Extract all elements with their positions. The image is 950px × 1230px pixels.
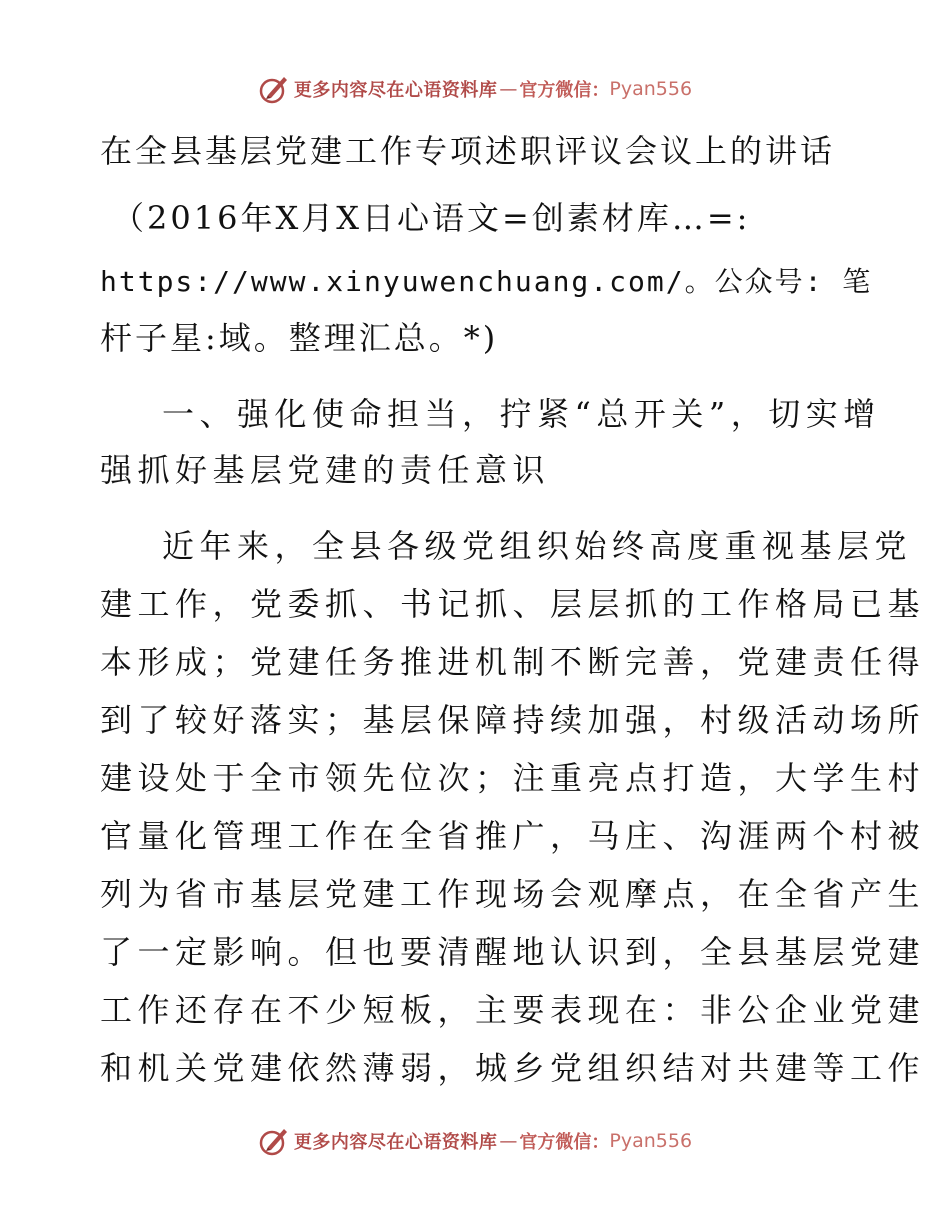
- body-line-7: 列为省市基层党建工作现场会观摩点，在全省产生: [100, 875, 926, 913]
- body-line-4: 到了较好落实；基层保障持续加强，村级活动场所: [100, 701, 926, 739]
- subtitle-line-3: 杆子星:域。整理汇总。*): [100, 319, 499, 357]
- body-line-10: 和机关党建依然薄弱，城乡党组织结对共建等工作: [100, 1049, 926, 1087]
- body-line-5: 建设处于全市领先位次；注重亮点打造，大学生村: [100, 759, 926, 797]
- watermark-text: 更多内容尽在心语资料库: [293, 1132, 498, 1153]
- watermark-id: Pyan556: [609, 1130, 693, 1152]
- watermark-dash: —: [499, 78, 518, 100]
- footer-watermark: [0, 1124, 950, 1158]
- body-line-2: 建工作，党委抓、书记抓、层层抓的工作格局已基: [100, 585, 926, 623]
- watermark-text: 更多内容尽在心语资料库: [293, 80, 498, 101]
- body-line-3: 本形成；党建任务推进机制不断完善，党建责任得: [100, 643, 926, 681]
- document-title: 在全县基层党建工作专项述职评议会议上的讲话: [100, 132, 836, 170]
- section-heading-line-1: 一、强化使命担当，拧紧“总开关”，切实增: [162, 395, 881, 433]
- watermark-official: 官方微信：: [519, 1132, 610, 1153]
- body-line-9: 工作还存在不少短板，主要表现在：非公企业党建: [100, 991, 926, 1029]
- quill-pen-logo-icon: [258, 73, 290, 105]
- watermark-id: Pyan556: [609, 78, 693, 100]
- header-watermark: [0, 72, 950, 106]
- subtitle-line-1: （2016年X月X日心语文=创素材库…=:: [112, 199, 751, 237]
- body-line-1: 近年来，全县各级党组织始终高度重视基层党: [162, 527, 913, 565]
- quill-pen-logo-icon: [258, 1125, 290, 1157]
- watermark-dash: —: [499, 1130, 518, 1152]
- subtitle-line-2: https://www.xinyuwenchuang.com/。公众号: 笔: [100, 265, 873, 298]
- body-line-8: 了一定影响。但也要清醒地认识到，全县基层党建: [100, 933, 926, 971]
- body-line-6: 官量化管理工作在全省推广，马庄、沟涯两个村被: [100, 817, 926, 855]
- section-heading-line-2: 强抓好基层党建的责任意识: [100, 451, 551, 489]
- watermark-official: 官方微信：: [519, 80, 610, 101]
